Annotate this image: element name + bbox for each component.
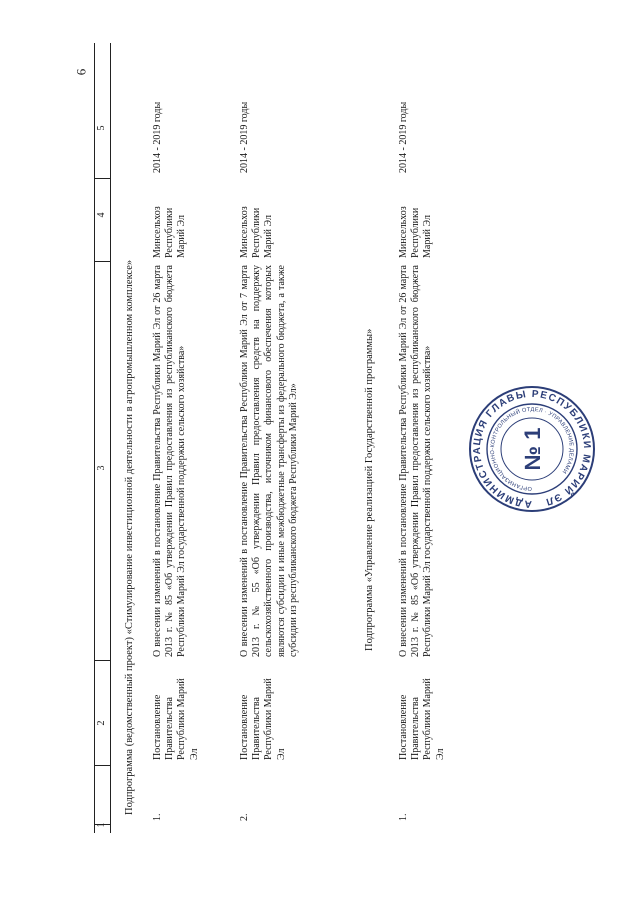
section-heading: Подпрограмма (ведомственный проект) «Стимулирование инвестиционной деятельности в агропромышленном комплексе» bbox=[124, 259, 135, 815]
document-content: О внесении изменений в постановление Правительства Республики Марий Эл от 26 марта 2013 г. № 85 «Об утверждении Правил предоставления из республиканского бюджета Республики Марий Эл государственной поддержки сельского хозяйства» bbox=[398, 265, 434, 657]
document-content: О внесении изменений в постановление Правительства Республики Марий Эл от 26 марта 2013 г. № 85 «Об утверждении Правил предоставления из республиканского бюджета Республики Марий Эл государственной поддержки сельского хозяйства» bbox=[152, 265, 188, 657]
row-number: 2. bbox=[239, 813, 250, 821]
period: 2014 - 2019 годы bbox=[398, 101, 409, 173]
column-divider bbox=[94, 765, 110, 766]
column-divider bbox=[94, 261, 110, 262]
column-number-5: 5 bbox=[96, 125, 107, 131]
executor: Минсельхоз Республики Марий Эл bbox=[239, 206, 275, 258]
column-number-2: 2 bbox=[96, 720, 107, 726]
seal-inner-text: ОРГАНИЗАЦИОННО-КОНТРОЛЬНЫЙ ОТДЕЛ · УПРАВЛЕНИЕ ДЕЛАМИ bbox=[489, 406, 575, 492]
seal-number: № 1 bbox=[520, 427, 545, 471]
document-type: Постановление Правительства Республики Марий Эл bbox=[239, 678, 287, 760]
table-header-border bbox=[110, 43, 111, 833]
period: 2014 - 2019 годы bbox=[152, 101, 163, 173]
period: 2014 - 2019 годы bbox=[239, 101, 250, 173]
document-content: О внесении изменений в постановление Правительства Республики Марий Эл от 7 марта 2013 г. № 55 «Об утверждении Правил предоставления средств на поддержку сельскохозяйственного производства, источником финансового обеспечения которых являются субсидии и иные межбюджетные трансферты из федерального бюджета, а также субсидии из республиканского бюджета Республики Марий Эл» bbox=[239, 265, 299, 657]
executor: Минсельхоз Республики Марий Эл bbox=[398, 206, 434, 258]
table-top-border bbox=[94, 43, 95, 833]
document-type: Постановление Правительства Республики Марий Эл bbox=[152, 678, 200, 760]
column-divider bbox=[94, 660, 110, 661]
page-number: 6 bbox=[73, 68, 89, 76]
column-number-1: 1 bbox=[96, 822, 107, 828]
column-number-3: 3 bbox=[96, 465, 107, 471]
seal-outer-text: АДМИНИСТРАЦИЯ ГЛАВЫ РЕСПУБЛИКИ МАРИЙ ЭЛ bbox=[471, 388, 593, 510]
column-number-4: 4 bbox=[96, 212, 107, 218]
section-heading: Подпрограмма «Управление реализацией Государственной программы» bbox=[364, 328, 375, 651]
row-number: 1. bbox=[152, 813, 163, 821]
column-divider bbox=[94, 178, 110, 179]
official-seal bbox=[466, 383, 598, 515]
document-type: Постановление Правительства Республики Марий Эл bbox=[398, 678, 446, 760]
executor: Минсельхоз Республики Марий Эл bbox=[152, 206, 188, 258]
row-number: 1. bbox=[398, 813, 409, 821]
